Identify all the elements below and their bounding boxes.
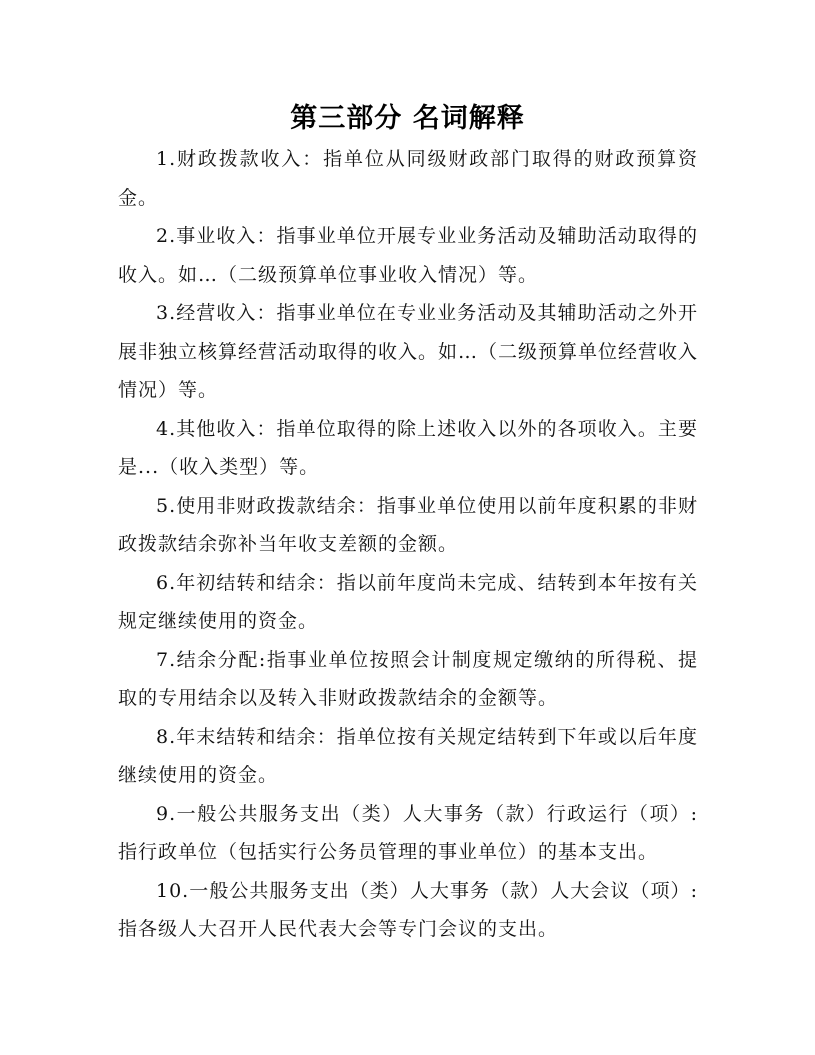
definition-paragraph-5: 5.使用非财政拨款结余：指事业单位使用以前年度积累的非财政拨款结余弥补当年收支差额的金额。: [118, 494, 698, 555]
definition-paragraph-1: 1.财政拨款收入：指单位从同级财政部门取得的财政预算资金。: [118, 148, 698, 209]
definition-paragraph-2: 2.事业收入：指事业单位开展专业业务活动及辅助活动取得的收入。如…（二级预算单位事业收入情况）等。: [118, 225, 698, 286]
definition-paragraph-8: 8.年末结转和结余：指单位按有关规定结转到下年或以后年度继续使用的资金。: [118, 725, 698, 786]
definition-paragraph-4: 4.其他收入：指单位取得的除上述收入以外的各项收入。主要是...（收入类型）等。: [118, 417, 698, 478]
document-body: [118, 140, 698, 949]
page-title: 第三部分 名词解释: [290, 103, 525, 134]
definition-paragraph-10: 10.一般公共服务支出（类）人大事务（款）人大会议（项）:指各级人大召开人民代表大会等专门会议的支出。: [118, 879, 698, 940]
definition-paragraph-6: 6.年初结转和结余：指以前年度尚未完成、结转到本年按有关规定继续使用的资金。: [118, 571, 698, 632]
definition-paragraph-9: 9.一般公共服务支出（类）人大事务（款）行政运行（项）:指行政单位（包括实行公务员管理的事业单位）的基本支出。: [118, 802, 698, 863]
definition-paragraph-3: 3.经营收入：指事业单位在专业业务活动及其辅助活动之外开展非独立核算经营活动取得的收入。如…（二级预算单位经营收入情况）等。: [118, 302, 699, 401]
definition-paragraph-7: 7.结余分配:指事业单位按照会计制度规定缴纳的所得税、提取的专用结余以及转入非财政拨款结余的金额等。: [118, 648, 698, 709]
